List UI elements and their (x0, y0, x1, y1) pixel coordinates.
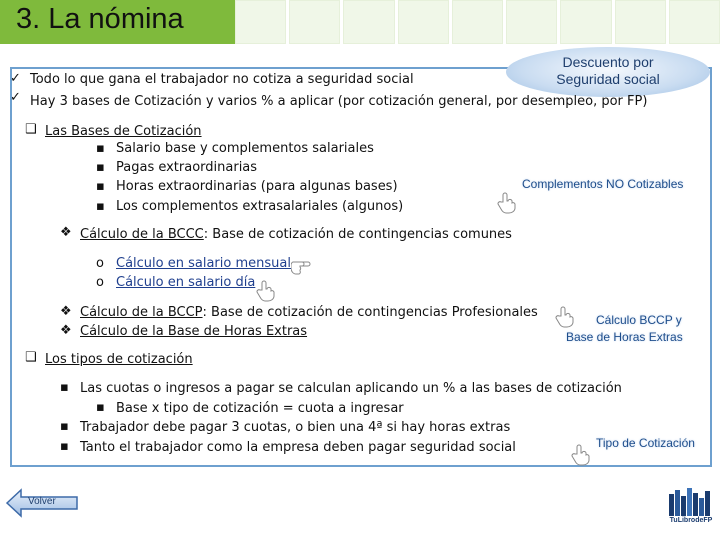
complementos-no-cotizables-link[interactable]: Complementos NO Cotizables (522, 177, 684, 191)
callout-line-1: Descuento por (562, 54, 654, 70)
checkbox-icon: ❑ (25, 350, 37, 365)
volver-label: Volver (28, 496, 56, 507)
square-bullet-icon: ▪ (96, 199, 105, 214)
square-bullet-icon: ▪ (60, 439, 69, 454)
header-tile (343, 0, 394, 44)
tipos-sub: Base x tipo de cotización = cuota a ingresar (116, 401, 404, 416)
hand-pointer-icon (555, 306, 575, 328)
hand-pointer-icon (256, 280, 276, 302)
base-horas-extras-link[interactable]: Base de Horas Extras (566, 330, 683, 344)
square-bullet-icon: ▪ (96, 160, 105, 175)
square-bullet-icon: ▪ (96, 400, 105, 415)
calculo-salario-dia-link[interactable]: Cálculo en salario día (116, 275, 256, 290)
checkmark-icon: ✓ (10, 71, 21, 86)
bccp-label: Cálculo de la BCCP (80, 305, 203, 320)
intro-bullet-1: Todo lo que gana el trabajador no cotiza a seguridad social (30, 72, 414, 87)
calculo-salario-mensual-link[interactable]: Cálculo en salario mensual (116, 256, 291, 271)
diamond-bullet-icon: ❖ (60, 225, 72, 240)
tipos-item-3: Tanto el trabajador como la empresa deben pagar seguridad social (80, 440, 516, 455)
header-tile (398, 0, 449, 44)
bases-item: Los complementos extrasalariales (algunos) (116, 199, 404, 214)
hand-pointer-icon (497, 192, 517, 214)
tipos-item-1: Las cuotas o ingresos a pagar se calculan aplicando un % a las bases de cotización (80, 381, 622, 396)
diamond-bullet-icon: ❖ (60, 323, 72, 338)
square-bullet-icon: ▪ (96, 179, 105, 194)
header-tile (615, 0, 666, 44)
bases-item: Salario base y complementos salariales (116, 141, 374, 156)
logo-books-icon (665, 484, 717, 516)
bccp-line (80, 305, 538, 321)
checkmark-icon: ✓ (10, 90, 21, 105)
bases-heading: Las Bases de Cotización (45, 124, 202, 139)
hand-pointer-icon (571, 444, 591, 466)
intro-bullet-2: Hay 3 bases de Cotización y varios % a aplicar (por cotización general, por desempleo, por FP) (30, 94, 648, 109)
calculo-bccp-link[interactable]: Cálculo BCCP y (596, 313, 682, 327)
circle-bullet-icon: o (96, 256, 104, 271)
header-tiles (235, 0, 720, 44)
diamond-bullet-icon: ❖ (60, 304, 72, 319)
header-tile (289, 0, 340, 44)
header-tile (235, 0, 286, 44)
square-bullet-icon: ▪ (60, 419, 69, 434)
bccc-line (80, 227, 512, 243)
bccc-text: : Base de cotización de contingencias comunes (203, 227, 512, 242)
tipos-item-2: Trabajador debe pagar 3 cuotas, o bien una 4ª si hay horas extras (80, 420, 511, 435)
square-bullet-icon: ▪ (60, 380, 69, 395)
bases-item: Horas extraordinarias (para algunas bases) (116, 179, 398, 194)
logo-text: TuLibrodeFP (669, 517, 713, 524)
bccc-label: Cálculo de la BCCC (80, 227, 204, 242)
tipo-cotizacion-link[interactable]: Tipo de Cotización (596, 436, 695, 450)
hand-pointer-icon (291, 254, 311, 276)
circle-bullet-icon: o (96, 275, 104, 290)
bccp-text: : Base de cotización de contingencias Profesionales (202, 305, 538, 320)
header-tile (452, 0, 503, 44)
tulibrodefp-logo (665, 484, 717, 528)
tipos-heading: Los tipos de cotización (45, 352, 193, 367)
volver-button[interactable] (5, 487, 80, 519)
square-bullet-icon: ▪ (96, 141, 105, 156)
horas-extras-line: Cálculo de la Base de Horas Extras (80, 324, 308, 339)
page-title: 3. La nómina (16, 3, 184, 35)
header-tile (560, 0, 611, 44)
callout-line-2: Seguridad social (556, 71, 660, 87)
bases-item: Pagas extraordinarias (116, 160, 258, 175)
header-tile (669, 0, 720, 44)
checkbox-icon: ❑ (25, 122, 37, 137)
header-tile (506, 0, 557, 44)
callout-descuento-seguridad-social[interactable] (506, 47, 710, 97)
